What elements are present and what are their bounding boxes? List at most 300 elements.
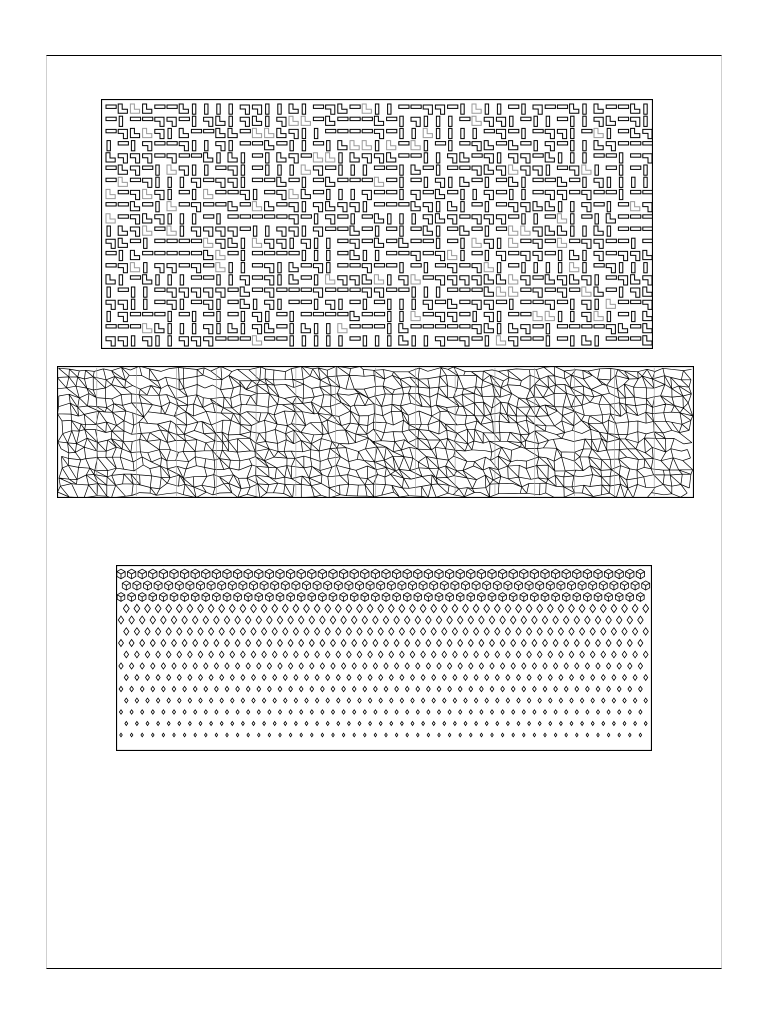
maze-hook — [460, 153, 469, 162]
cube-hexagon — [578, 581, 586, 590]
diamond-cutout — [580, 698, 583, 703]
diamond-cutout — [379, 698, 382, 703]
maze-hook — [374, 129, 383, 138]
maze-slot — [338, 239, 348, 242]
maze-slot — [301, 288, 311, 291]
cube-hexagon — [467, 569, 475, 579]
diamond-cutout — [586, 733, 589, 737]
maze-hook — [374, 214, 383, 223]
diamond-cutout — [612, 651, 617, 658]
maze-slot — [350, 288, 360, 291]
maze-slot — [130, 312, 140, 315]
maze-hook — [594, 141, 603, 150]
maze-hook — [643, 324, 652, 333]
maze-slot — [643, 239, 653, 242]
maze-hook — [326, 116, 335, 125]
maze-hook — [143, 104, 152, 113]
diamond-cutout — [383, 616, 389, 624]
maze-slot — [240, 129, 250, 132]
maze-slot — [228, 190, 238, 193]
maze-hook — [557, 129, 566, 138]
diamond-cutout — [629, 733, 632, 737]
maze-hook — [423, 128, 432, 137]
diamond-cutout — [151, 686, 155, 691]
maze-hook — [118, 177, 127, 186]
maze-slot — [143, 166, 153, 169]
diamond-cutout — [399, 604, 405, 612]
maze-slot — [191, 251, 201, 254]
maze-slot — [277, 203, 287, 206]
diamond-cutout — [347, 651, 352, 658]
diamond-cutout — [130, 686, 134, 691]
diamond-cutout — [374, 686, 378, 691]
maze-slot — [411, 178, 421, 181]
diamond-cutout — [537, 651, 542, 658]
diamond-cutout — [580, 675, 584, 681]
maze-slot — [472, 203, 482, 206]
diamond-cutout — [622, 604, 628, 612]
diamond-cutout — [225, 639, 230, 646]
maze-hook — [484, 324, 493, 333]
maze-hook — [435, 105, 444, 114]
diamond-cutout — [612, 675, 616, 681]
maze-slot — [339, 299, 342, 309]
maze-hook — [252, 238, 261, 247]
maze-slot — [472, 227, 482, 230]
diamond-cutout — [208, 604, 214, 612]
diamond-cutout — [565, 710, 568, 714]
diamond-cutout — [634, 721, 637, 725]
maze-slot — [497, 263, 500, 273]
diamond-cutout — [141, 733, 144, 737]
diamond-cutout — [247, 710, 250, 714]
maze-hook — [191, 227, 200, 236]
maze-slot — [387, 129, 397, 132]
diamond-cutout — [357, 651, 362, 658]
diamond-cutout — [209, 698, 212, 703]
maze-hook — [594, 287, 603, 296]
cube-hexagon — [525, 581, 533, 590]
maze-slot — [570, 190, 580, 193]
maze-slot — [618, 215, 628, 218]
diamond-cutout — [330, 616, 336, 624]
cube-hexagon — [160, 593, 168, 602]
cube-hexagon — [287, 593, 295, 602]
maze-slot — [191, 239, 201, 242]
maze-slot — [143, 251, 153, 254]
maze-hook — [643, 287, 652, 296]
diamond-cutout — [384, 663, 388, 669]
diamond-cutout — [125, 698, 128, 703]
cube-hexagon — [318, 569, 326, 579]
maze-hook — [472, 238, 481, 247]
maze-slot — [241, 165, 244, 175]
maze-slot — [155, 239, 165, 242]
maze-slot — [180, 275, 183, 285]
maze-slot — [339, 189, 342, 199]
maze-slot — [156, 202, 159, 212]
maze-slot — [522, 177, 525, 187]
diamond-cutout — [484, 604, 490, 612]
diamond-cutout — [135, 721, 138, 725]
maze-slot — [278, 104, 281, 114]
maze-slot — [252, 178, 262, 181]
maze-hook — [216, 250, 225, 259]
cube-hexagon — [128, 593, 136, 602]
diamond-cutout — [314, 628, 319, 635]
maze-slot — [594, 264, 604, 267]
diamond-cutout — [526, 604, 532, 612]
maze-slot — [290, 336, 293, 346]
maze-slot — [449, 177, 452, 187]
diamond-cutout — [161, 616, 167, 624]
maze-slot — [423, 276, 433, 279]
diamond-cutout — [570, 721, 573, 725]
maze-hook — [496, 287, 505, 296]
maze-slot — [106, 264, 116, 267]
maze-hook — [570, 166, 579, 175]
diamond-cutout — [500, 616, 506, 624]
maze-hook — [509, 154, 518, 163]
maze-slot — [362, 129, 372, 132]
maze-hook — [106, 239, 115, 248]
maze-slot — [204, 264, 214, 267]
maze-slot — [374, 166, 384, 169]
diamond-cutout — [278, 686, 282, 691]
maze-slot — [118, 203, 128, 206]
maze-slot — [412, 299, 415, 309]
cube-hexagon — [621, 581, 629, 590]
maze-slot — [631, 337, 641, 340]
maze-hook — [496, 117, 505, 126]
maze-hook — [130, 250, 139, 259]
maze-hook — [338, 141, 347, 150]
maze-slot — [118, 142, 128, 145]
diamond-cutout — [427, 733, 430, 737]
maze-hook — [594, 311, 603, 320]
maze-hook — [362, 288, 371, 297]
maze-hook — [313, 264, 322, 273]
diamond-cutout — [268, 733, 271, 737]
maze-hook — [338, 203, 347, 212]
diamond-cutout — [543, 639, 548, 646]
maze-slot — [509, 251, 519, 254]
diamond-cutout — [351, 616, 357, 624]
maze-hook — [118, 129, 127, 138]
maze-hook — [484, 190, 493, 199]
maze-hook — [362, 190, 371, 199]
maze-slot — [362, 227, 372, 230]
diamond-cutout — [411, 721, 414, 725]
maze-slot — [497, 153, 500, 163]
cube-hexagon — [212, 569, 220, 579]
maze-slot — [400, 116, 403, 126]
maze-slot — [594, 190, 604, 193]
maze-hook — [277, 117, 286, 126]
maze-slot — [571, 116, 574, 126]
maze-slot — [374, 312, 384, 315]
diamond-cutout — [294, 698, 297, 703]
maze-slot — [387, 288, 397, 291]
maze-slot — [241, 177, 244, 187]
maze-slot — [533, 337, 543, 340]
diamond-cutout — [188, 698, 191, 703]
diamond-cutout — [125, 721, 128, 725]
maze-slot — [423, 251, 433, 254]
diamond-cutout — [226, 733, 229, 737]
maze-slot — [472, 251, 482, 254]
maze-hook — [289, 129, 298, 138]
diamond-cutout — [542, 616, 548, 624]
diamond-cutout — [193, 686, 197, 691]
maze-slot — [388, 299, 391, 309]
diamond-cutout — [326, 721, 329, 725]
maze-slot — [179, 190, 189, 193]
diamond-cutout — [602, 721, 605, 725]
diamond-cutout — [284, 698, 287, 703]
cube-hexagon — [498, 569, 506, 579]
maze-slot — [217, 104, 220, 114]
diamond-cutout — [246, 663, 250, 669]
maze-slot — [485, 104, 488, 114]
maze-slot — [582, 325, 592, 328]
diamond-cutout — [585, 663, 589, 669]
diamond-cutout — [415, 639, 420, 646]
maze-slot — [522, 104, 525, 114]
diamond-cutout — [470, 733, 473, 737]
diamond-cutout — [400, 675, 404, 681]
maze-hook — [582, 300, 591, 309]
diamond-cutout — [443, 721, 446, 725]
maze-slot — [423, 325, 433, 328]
diamond-cutout — [538, 675, 542, 681]
diamond-cutout — [357, 675, 361, 681]
maze-slot — [168, 128, 171, 138]
maze-slot — [461, 104, 464, 114]
cube-hexagon — [117, 569, 125, 579]
cube-hexagon — [456, 569, 464, 579]
maze-hook — [411, 190, 420, 199]
cube-hexagon — [191, 569, 199, 579]
diamond-cutout — [214, 616, 220, 624]
diamond-cutout — [475, 721, 478, 725]
diamond-cutout — [469, 663, 473, 669]
maze-slot — [290, 141, 293, 151]
maze-hook — [643, 311, 652, 320]
diamond-cutout — [389, 628, 394, 635]
maze-slot — [424, 287, 427, 297]
maze-hook — [533, 166, 542, 175]
maze-slot — [582, 129, 592, 132]
maze-slot — [460, 325, 470, 328]
diamond-cutout — [352, 663, 356, 669]
maze-slot — [411, 264, 421, 267]
maze-hook — [216, 263, 225, 272]
cube-hexagon — [281, 581, 289, 590]
diamond-cutout — [628, 686, 632, 691]
cube-hexagon — [642, 581, 650, 590]
maze-slot — [301, 154, 311, 157]
diamond-cutout — [310, 686, 314, 691]
cube-hexagon — [414, 593, 422, 602]
maze-slot — [191, 154, 201, 157]
maze-slot — [192, 165, 195, 175]
diamond-cutout — [251, 604, 257, 612]
diamond-cutout — [384, 710, 387, 714]
maze-slot — [448, 105, 458, 108]
maze-slot — [435, 300, 445, 303]
diamond-cutout — [146, 698, 149, 703]
maze-slot — [265, 178, 275, 181]
maze-slot — [362, 178, 372, 181]
cube-hexagon — [552, 593, 560, 602]
maze-hook — [545, 300, 554, 309]
maze-slot — [399, 288, 409, 291]
diamond-cutout — [378, 604, 384, 612]
maze-hook — [362, 264, 371, 273]
maze-slot — [533, 129, 543, 132]
maze-slot — [314, 275, 317, 285]
maze-slot — [131, 141, 134, 151]
diamond-cutout — [257, 710, 260, 714]
maze-hook — [118, 312, 127, 321]
maze-hook — [509, 165, 518, 174]
diamond-cutout — [395, 733, 398, 737]
maze-slot — [241, 238, 244, 248]
diamond-cutout — [448, 710, 451, 714]
maze-hook — [557, 288, 566, 297]
maze-hook — [204, 238, 213, 247]
maze-hook — [118, 238, 127, 247]
cube-hexagon — [589, 581, 597, 590]
maze-slot — [423, 312, 433, 315]
maze-slot — [461, 238, 464, 248]
maze-slot — [644, 116, 647, 126]
cube-hexagon — [488, 569, 496, 579]
maze-slot — [460, 288, 470, 291]
maze-slot — [607, 128, 610, 138]
diamond-cutout — [231, 721, 234, 725]
maze-hook — [130, 227, 139, 236]
cube-hexagon — [424, 569, 432, 579]
diamond-cutout — [442, 651, 447, 658]
diamond-cutout — [256, 639, 261, 646]
diamond-cutout — [453, 721, 456, 725]
cube-hexagon — [202, 569, 210, 579]
diamond-cutout — [235, 639, 240, 646]
maze-slot — [131, 287, 134, 297]
diamond-cutout — [288, 639, 293, 646]
diamond-cutout — [538, 698, 541, 703]
maze-slot — [618, 337, 628, 340]
diamond-cutout — [199, 721, 202, 725]
maze-hook — [143, 189, 152, 198]
maze-slot — [571, 336, 574, 346]
maze-hook — [533, 227, 542, 236]
diamond-cutout — [553, 616, 559, 624]
maze-hook — [484, 312, 493, 321]
diamond-cutout — [325, 651, 330, 658]
maze-slot — [363, 299, 366, 309]
diamond-cutout — [368, 698, 371, 703]
maze-slot — [217, 153, 220, 163]
diamond-cutout — [639, 733, 642, 737]
maze-slot — [460, 166, 470, 169]
diamond-cutout — [272, 604, 278, 612]
diamond-cutout — [273, 698, 276, 703]
maze-slot — [278, 165, 281, 175]
maze-slot — [606, 166, 616, 169]
maze-slot — [448, 190, 458, 193]
maze-slot — [570, 325, 580, 328]
maze-hook — [277, 128, 286, 137]
cube-hexagon — [409, 581, 417, 590]
diamond-cutout — [600, 604, 606, 612]
maze-slot — [510, 299, 513, 309]
maze-slot — [570, 239, 580, 242]
maze-hook — [191, 288, 200, 297]
diamond-cutout — [421, 698, 424, 703]
maze-slot — [583, 250, 586, 260]
maze-hook — [204, 288, 213, 297]
maze-slot — [533, 154, 543, 157]
maze-hook — [435, 312, 444, 321]
diamond-cutout — [336, 651, 341, 658]
diamond-cutout — [358, 721, 361, 725]
diamond-cutout — [336, 628, 341, 635]
maze-hook — [240, 190, 249, 199]
maze-slot — [350, 300, 360, 303]
maze-slot — [423, 239, 433, 242]
maze-slot — [631, 166, 641, 169]
diamond-cutout — [156, 675, 160, 681]
diamond-cutout — [484, 651, 489, 658]
diamond-cutout — [267, 663, 271, 669]
cube-hexagon — [520, 593, 528, 602]
diamond-cutout — [245, 616, 251, 624]
diamond-cutout — [459, 733, 462, 737]
cube-hexagon — [345, 581, 353, 590]
maze-hook — [545, 129, 554, 138]
maze-hook — [313, 227, 322, 236]
diamond-cutout — [485, 698, 488, 703]
maze-slot — [631, 215, 641, 218]
maze-hook — [484, 300, 493, 309]
diamond-cutout — [410, 675, 414, 681]
diamond-cutout — [558, 628, 563, 635]
maze-slot — [583, 263, 586, 273]
diamond-cutout — [628, 663, 632, 669]
diamond-cutout — [178, 698, 181, 703]
maze-hook — [521, 226, 530, 235]
maze-slot — [144, 299, 147, 309]
cube-hexagon — [202, 593, 210, 602]
maze-hook — [484, 117, 493, 126]
maze-slot — [424, 116, 427, 126]
maze-slot — [326, 312, 336, 315]
maze-hook — [643, 276, 652, 285]
maze-slot — [449, 141, 452, 151]
maze-slot — [618, 142, 628, 145]
maze-slot — [607, 202, 610, 212]
diamond-cutout — [289, 733, 292, 737]
diamond-cutout — [549, 698, 552, 703]
maze-slot — [302, 226, 305, 236]
maze-hook — [326, 105, 335, 114]
diamond-cutout — [404, 616, 410, 624]
maze-hook — [204, 300, 213, 309]
cube-hexagon — [626, 593, 634, 602]
